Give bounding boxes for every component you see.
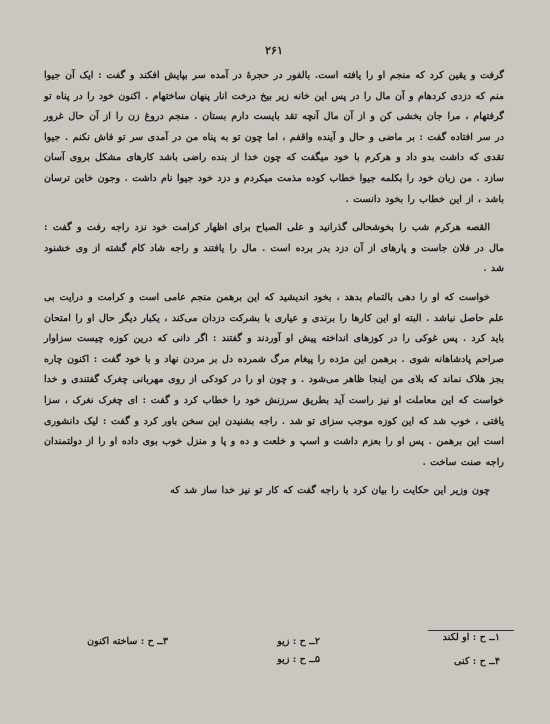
footnote-divider [428, 630, 514, 631]
footnote-4: ۴ــ ح : کنی [454, 656, 500, 667]
paragraph-3: خواست که او را دهی بالتمام بدهد ، بخود اندیشید که این برهمن منجم عامی است و کرامت و درایت بی علم حاصل نباشد . البته او این کارها را برندی و عیاری با بشرکت دزدان می‌کند ، یکبار دیگر حال او را امتحان باید کرد . پس غوکی را در کوزهای انداخته پیش او آوردند و گفتند : اگر دانی که درین کوزه چیست سزاوار صراحم پادشاهانه شوی . برهمن این مژده را پیغام مرگ شمرده دل بر مردن نهاد و با خود گفت : اکنون چاره بجز هلاک نماند که بلای من اینجا ظاهر می‌شود . و چون او را در کودکی از روی مهربانی چغرک گفتندی و خدا خواست که این معاملت او نیز راست آید بطریق سرزنش خود را خطاب کرد و گفت : ای چغرک نغرک ، سزا یافتی ، خوب شد که این کوزه موجب سزای تو شد . راجه بشنیدن این سخن باور کرد و گفت : لیک دانشوری است این برهمن . پس او را بعزم داشت و اسپ و خلعت و ده و پا و منزل خوب بوی داده او را از دولتمندان راجه صنت ساخت . [44, 291, 504, 468]
paragraph-4: چون وزیر این حکایت را بیان کرد با راجه گفت که کار تو نیز خدا ساز شد که [170, 485, 490, 497]
page-number: ۲۶۱ [265, 44, 283, 57]
footnote-3: ۳ــ ح : ساخته اکنون [87, 636, 168, 647]
footnote-1: ۱ــ ح : او لکند [442, 632, 500, 643]
footnotes [40, 632, 510, 672]
footnote-2: ۲ــ ح : زیو [277, 636, 320, 647]
paragraph-2: القصه هرکرم شب را بخوشحالی گذرانید و علی الصباح برای اظهار کرامت خود نزد راجه رفت و گفت : مال در فلان جاست و پارهای از آن دزد بدر برده است . مال را یافتند و راجه شاد کام گشته از وی خشنود شد . [44, 222, 504, 275]
footnote-5: ۵ــ ح : زیو [277, 654, 320, 665]
paragraph-1: گرفت و یقین کرد که منجم او را یافته است. بالفور در حجرهٔ در آمده سر بپایش افکند و گفت : ایک آن جیوا منم که دزدی کردهام و آن مال را در پس این خانه زیر بیخ درخت انار پنهان ساختهام . اکنون خود را در پناه تو گرفتهام ، مرا جان بخشی کن و از آن مال آنچه تقد بایست دارم بستان . منجم دروغ زن را از آن حال غرور در سر افتاده گفت : بر ماضی و حال و آینده واقفم ، اما چون تو به پناه من در آمدی سر تو فاش نکنم . جیوا تقدی که داشت بدو داد و هرکرم با خود میگفت که چون خدا از بنده راضی باشد کارهای مشکل بروی آسان سازد . من زبان خود را بکلمه جیوا خطاب کوده مذمت میکردم و دزد خود جیوا نام داشت . وجون خاین ترسان باشد ، از این خطاب را بخود دانست . [44, 70, 504, 205]
